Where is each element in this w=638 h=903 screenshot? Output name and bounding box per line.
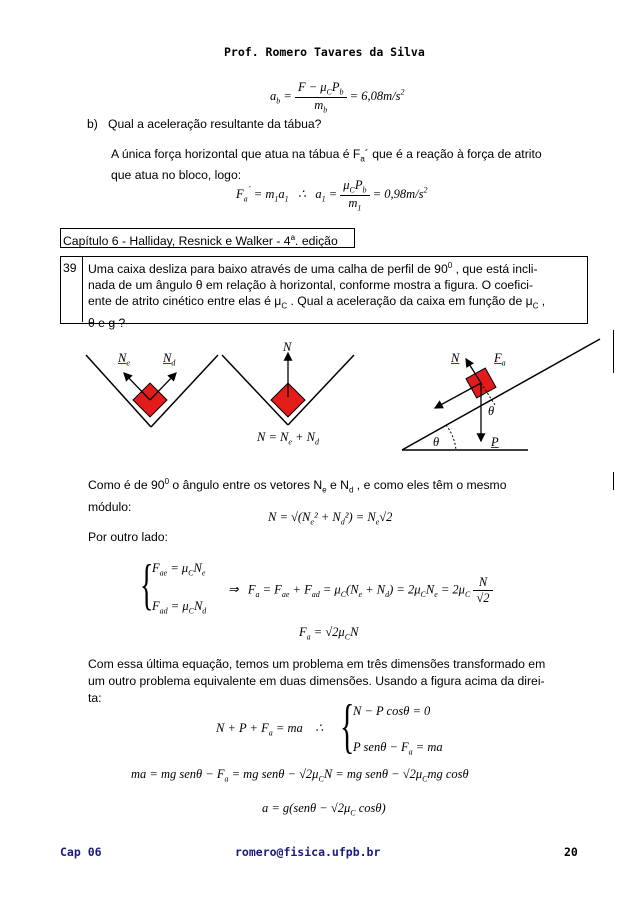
part-b-text: A única força horizontal que atua na tábua é $F_a´$ que é a reação à força de atrito que atua no bloco, logo: [111,147,542,183]
margin-bar-2 [613,472,614,490]
equation-final: $a = g(sen\theta - √2\mu_C$ cosθ) [262,801,386,818]
label-theta-right: θ [488,404,495,418]
system2-brace: { [340,693,355,759]
system2-vector: $N + P + F_a$ = ma ∴ [216,721,324,738]
label-n-right: N [451,351,460,365]
equation-ma: ma = mg $sen\theta - F_a$ = mg $sen\theta - √2\mu_CN$ = mg $sen\theta - √2\mu_Cmg$ cosθ [131,767,469,784]
system1-main: ⇒ $F_a = F_{ae} + F_{ad} = \mu_C(N_e + N_d) = 2\mu_CN_e = 2\mu_C$ $\frac{N}{√2}$ [228,575,493,606]
label-n-middle: N [283,340,292,354]
figure-diagrams [0,335,638,455]
problem-number: 39 [63,261,77,275]
system1-row2: $F_{ad} = \mu_CN_d$ [152,599,207,616]
problem-text: Uma caixa desliza para baixo através de uma calha de perfil de $90^0$ , que está incli- nada de um ângulo θ em relação à horizontal, conforme mostra a figura. O coefici- ente de atrito cinético entre elas é $\mu_C$ . Qual a aceleração da caixa em função de $\mu_C$ , θ e g ? [88,261,546,330]
system2-row1: N − P cosθ = 0 [353,704,431,718]
label-fa: $F_a$ [494,351,506,368]
vector-fa-arrow [435,383,481,408]
label-nd: $N_d$ [163,351,176,368]
equation-fa: $F_a^´ = m_1a_1$ ∴ $a_1$ = $\frac{\mu_CP_b}{m_1}$ = $0,98m/s^2$ [236,178,428,212]
equation-ab: $a_b$ = $\frac{F - \mu_CP_b}{m_b}$ = $6,08m/s^2$ [270,80,405,114]
equation-n: $N = √(N_e^2 + N_d^2) = N_e√2$ [268,510,393,527]
chapter-text: Capítulo 6 - Halliday, Resnick e Walker - 4$^a$. edição [63,233,338,249]
left-v-diagram [86,355,218,427]
system1-brace: { [140,554,154,616]
label-p: P [491,435,499,449]
label-theta-incline: θ [433,435,440,449]
footer-page-number: 20 [564,845,578,859]
angle-text: Como é de $90^0$ o ângulo entre os vetores $N_e$ e $N_d$ , e como eles têm o mesmo módulo: [88,477,507,514]
equation-fa2: $F_a = √2\mu_CN$ [299,625,359,642]
footer-email: romero@fisica.ufpb.br [235,845,381,859]
footer-chapter: Cap 06 [60,845,102,859]
por-outro-lado: Por outro lado: [88,530,168,544]
label-n-sum: $N = N_e + N_d$ [257,430,319,447]
paragraph2: Com essa última equação, temos um problema em três dimensões transformado em um outro problema equivalente em duas dimensões. Usando a figura acima da direi- ta: [88,657,546,705]
system2-row2: P $sen\theta - F_a$ = ma [353,740,443,757]
label-ne: $N_e$ [118,351,130,368]
middle-v-diagram [222,353,354,425]
part-b-question: b) Qual a aceleração resultante da tábua? [87,117,322,131]
header-author: Prof. Romero Tavares da Silva [224,45,425,59]
system1-row1: $F_{ae} = \mu_CN_e$ [152,561,206,578]
